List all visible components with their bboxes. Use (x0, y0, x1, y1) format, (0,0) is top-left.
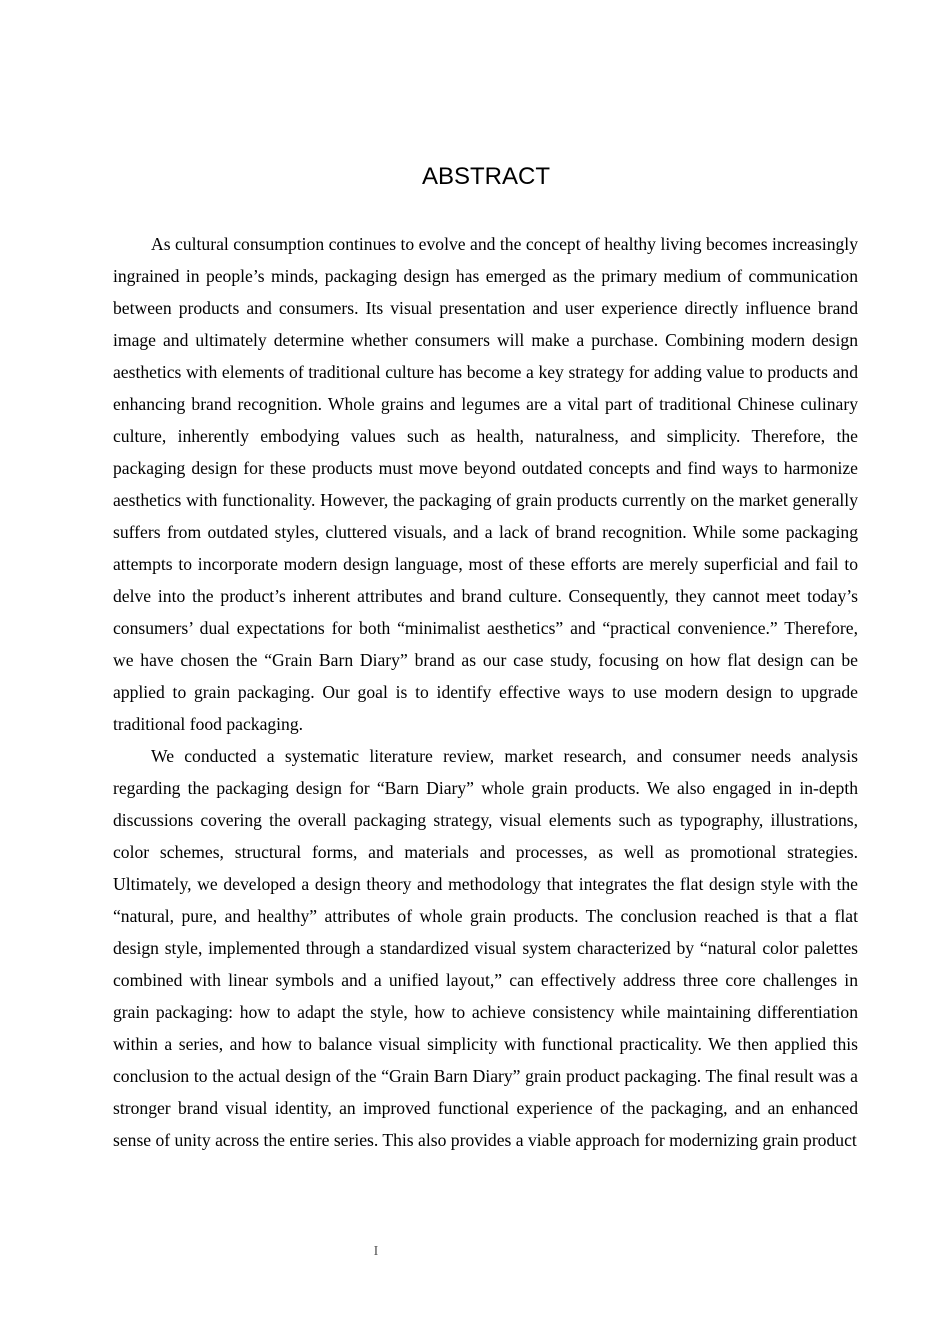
page-title: ABSTRACT (421, 163, 550, 190)
page-number: I (373, 1244, 379, 1259)
abstract-paragraph-1: As cultural consumption continues to evolve and the concept of healthy living becomes increasingly ingrained in people’s minds, packaging design has emerged as the primary medium of communication between products and consumers. Its visual presentation and user experience directly influence brand image and ultimately determine whether consumers will make a purchase. Combining modern design aesthetics with elements of traditional culture has become a key strategy for adding value to products and enhancing brand recognition. Whole grains and legumes are a vital part of traditional Chinese culinary culture, inherently embodying values such as health, naturalness, and simplicity. Therefore, the packaging design for these products must move beyond outdated concepts and find ways to harmonize aesthetics with functionality. However, the packaging of grain products currently on the market generally suffers from outdated styles, cluttered visuals, and a lack of brand recognition. While some packaging attempts to incorporate modern design language, most of these efforts are merely superficial and fail to delve into the product’s inherent attributes and brand culture. Consequently, they cannot meet today’s consumers’ dual expectations for both “minimalist aesthetics” and “practical convenience.” Therefore, we have chosen the “Grain Barn Diary” brand as our case study, focusing on how flat design can be applied to grain packaging. Our goal is to identify effective ways to use modern design to upgrade traditional food packaging. (113, 234, 858, 734)
abstract-body (113, 228, 858, 1156)
abstract-paragraph-2: We conducted a systematic literature review, market research, and consumer needs analysis regarding the packaging design for “Barn Diary” whole grain products. We also engaged in in-depth discussions covering the overall packaging strategy, visual elements such as typography, illustrations, color schemes, structural forms, and materials and processes, as well as promotional strategies. Ultimately, we developed a design theory and methodology that integrates the flat design style with the “natural, pure, and healthy” attributes of whole grain products. The conclusion reached is that a flat design style, implemented through a standardized visual system characterized by “natural color palettes combined with linear symbols and a unified layout,” can effectively address three core challenges in grain packaging: how to adapt the style, how to achieve consistency while maintaining differentiation within a series, and how to balance visual simplicity with functional practicality. We then applied this conclusion to the actual design of the “Grain Barn Diary” grain product packaging. The final result was a stronger brand visual identity, an improved functional experience of the packaging, and an enhanced sense of unity across the entire series. This also provides a viable approach for modernizing grain product (113, 746, 858, 1150)
